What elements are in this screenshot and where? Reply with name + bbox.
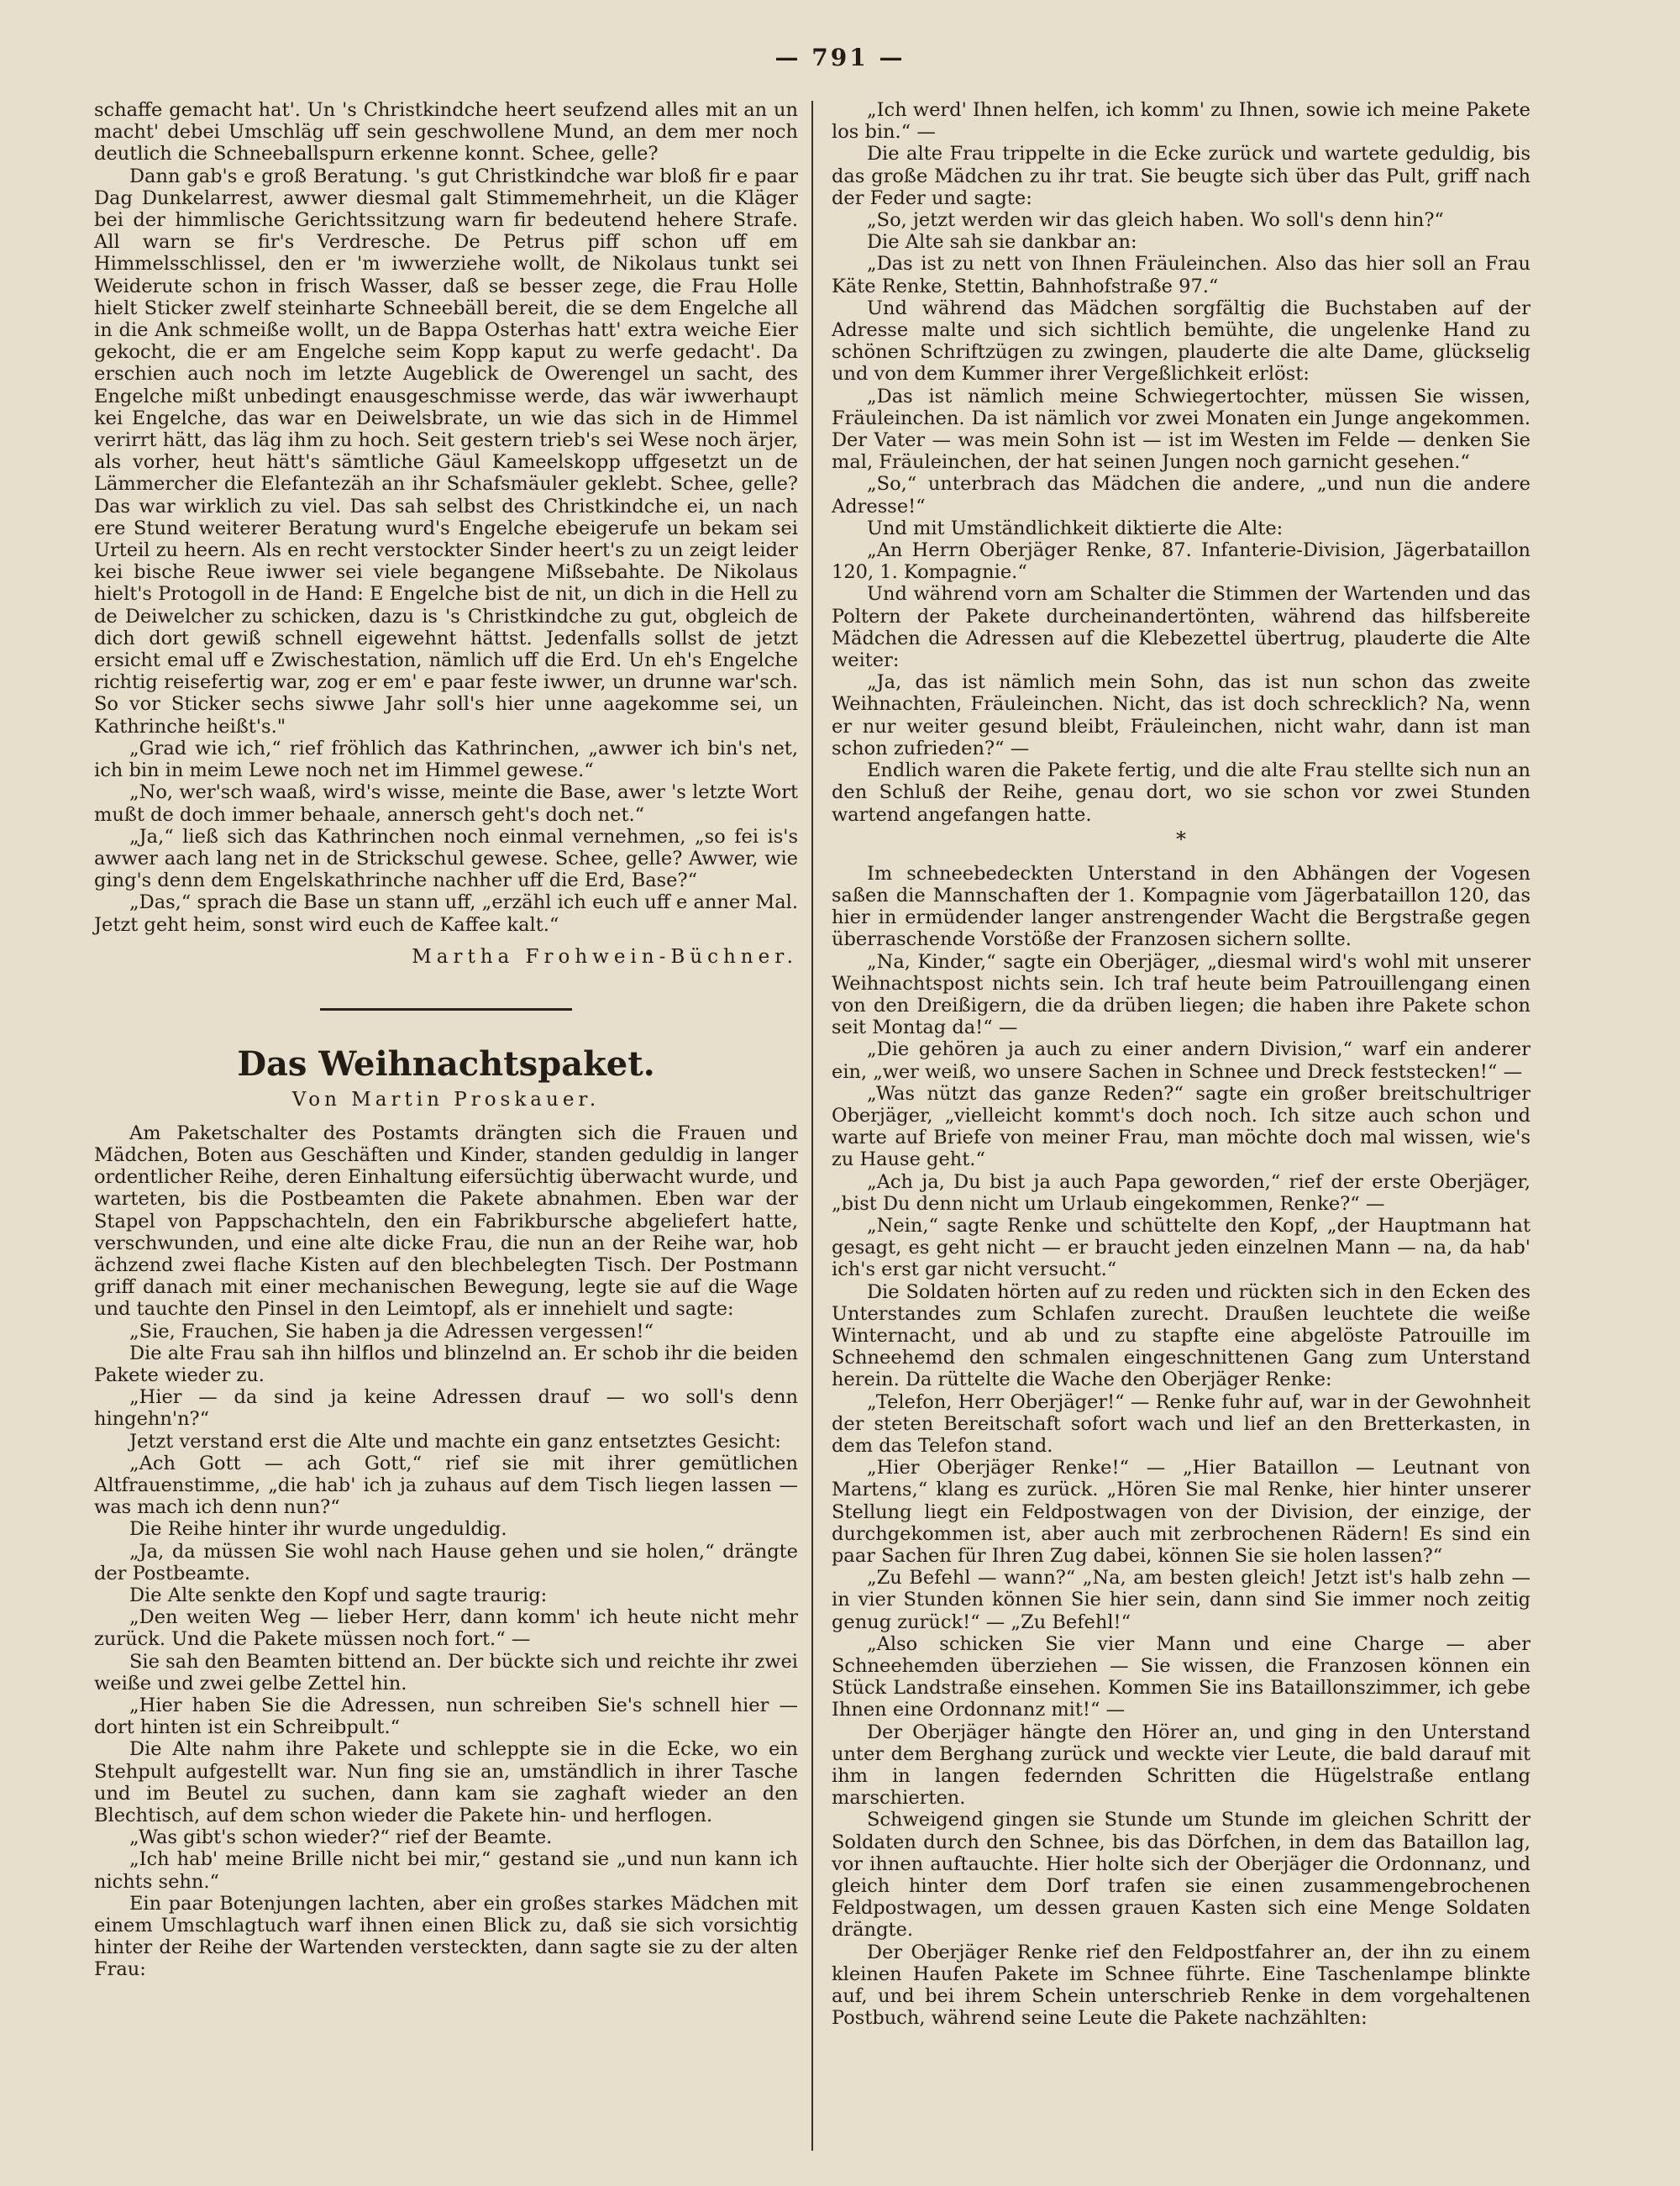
right-paragraph-11: Und während vorn am Schalter die Stimmen der Wartenden und das Poltern der Pakete durcheinandertönten, während das hilfsbereite Mädchen die Adressen auf die Klebezettel übertrug, plauderte die Alte weiter:	[832, 583, 1530, 672]
right-paragraph-6: Und während das Mädchen sorgfältig die Buchstaben auf der Adresse malte und sich sichtlich bemühte, die ungelenke Hand zu schönen Schriftzügen zu zwingen, plauderte die alte Dame, glückselig und von dem Kummer ihrer Vergeßlichkeit erlöst:	[832, 297, 1530, 386]
right-paragraph-23: „Zu Befehl — wann?“ „Na, am besten gleich! Jetzt ist's halb zehn — in vier Stunden können Sie hier sein, dann sind Sie immer noch zeitig genug zurück!“ — „Zu Befehl!“	[832, 1567, 1530, 1633]
story-paragraph-5: Jetzt verstand erst die Alte und machte ein ganz entsetztes Gesicht:	[129, 1430, 781, 1453]
story-paragraph-9: Die Alte senkte den Kopf und sagte traurig:	[129, 1584, 548, 1606]
story-paragraph-1: Am Paketschalter des Postamts drängten sich die Frauen und Mädchen, Boten aus Geschäften und Kinder, standen geduldig in langer ordentlicher Reihe, deren Einhaltung eifersüchtig überwacht wurde, und warteten, bis die Postbeamten die Pakete abnahmen. Eben war der Stapel von Pappschachteln, den ein Fabrikbursche abgeliefert hatte, verschwunden, und eine alte dicke Frau, die nun an der Reihe war, hob ächzend zwei flache Kisten auf den blechbelegten Tisch. Der Postmann griff danach mit einer mechanischen Bewegung, legte sie auf die Wage und tauchte den Pinsel in den Leimtopf, als er innehielt und sagte:	[94, 1122, 798, 1321]
left-paragraph-4: „No, wer'sch waaß, wird's wisse, meinte die Base, awer 's letzte Wort mußt de doch immer behaale, annersch geht's doch net.“	[94, 781, 798, 826]
story-paragraph-8: „Ja, da müssen Sie wohl nach Hause gehen und sie holen,“ drängte der Postbeamte.	[94, 1540, 798, 1584]
right-paragraph-7: „Das ist nämlich meine Schwiegertochter, müssen Sie wissen, Fräuleinchen. Da ist nämlich vor zwei Monaten ein Junge angekommen. Der Vater — was mein Sohn ist — ist im Westen im Felde — denken Sie mal, Fräuleinchen, der hat seinen Jungen noch garnicht gesehen.“	[832, 385, 1530, 474]
right-paragraph-2: Die alte Frau trippelte in die Ecke zurück und wartete geduldig, bis das große Mädchen zu ihr trat. Sie beugte sich über das Pult, griff nach der Feder und sagte:	[832, 143, 1530, 209]
right-paragraph-12: „Ja, das ist nämlich mein Sohn, das ist nun schon das zweite Weihnachten, Fräuleinchen. Nicht, das ist doch schrecklich? Na, wenn er nur weiter gesund bleibt, Fräuleinchen, nicht wahr, dann ist man schon zufrieden?“ —	[832, 671, 1530, 759]
right-paragraph-5: „Das ist zu nett von Ihnen Fräuleinchen. Also das hier soll an Frau Käte Renke, Stettin, Bahnhofstraße 97.“	[832, 253, 1530, 297]
right-paragraph-4: Die Alte sah sie dankbar an:	[867, 231, 1137, 254]
right-column	[832, 99, 1530, 2029]
left-column	[94, 99, 798, 1981]
story-paragraph-11: Sie sah den Beamten bittend an. Der bückte sich und reichte ihr zwei weiße und zwei gelbe Zettel hin.	[94, 1650, 798, 1695]
story-paragraph-15: „Ich hab' meine Brille nicht bei mir,“ gestand sie „und nun kann ich nichts sehn.“	[94, 1848, 798, 1893]
right-paragraph-22: „Hier Oberjäger Renke!“ — „Hier Bataillon — Leutnant von Martens,“ klang es zurück. „Hören Sie mal Renke, hier hinter unserer Stellung liegt ein Feldpostwagen von der Division, der einzige, der durchgekommen ist, aber auch mit zerbrochenen Rädern! Es sind ein paar Sachen für Ihren Zug dabei, können Sie sie holen lassen?“	[832, 1457, 1530, 1567]
right-paragraph-15: „Na, Kinder,“ sagte ein Oberjäger, „diesmal wird's wohl mit unserer Weihnachtspost nichts sein. Ich traf heute beim Patrouillengang einen von den Dreißigern, die da drüben liegen; die haben ihre Pakete schon seit Montag da!“ —	[832, 950, 1530, 1039]
story-paragraph-10: „Den weiten Weg — lieber Herr, dann komm' ich heute nicht mehr zurück. Und die Pakete müssen noch fort.“ —	[94, 1606, 798, 1651]
story-paragraph-13: Die Alte nahm ihre Pakete und schleppte sie in die Ecke, wo ein Stehpult aufgestellt war. Nun fing sie an, umständlich in ihrer Tasche und im Beutel zu suchen, dann kam sie zaghaft wieder an den Blechtisch, auf dem schon wieder die Pakete hin- und herflogen.	[94, 1738, 798, 1827]
right-paragraph-18: „Ach ja, Du bist ja auch Papa geworden,“ rief der erste Oberjäger, „bist Du denn nicht um Urlaub eingekommen, Renke?“ —	[832, 1170, 1530, 1215]
right-paragraph-13: Endlich waren die Pakete fertig, und die alte Frau stellte sich nun an den Schluß der Reihe, genau dort, wo sie schon vor zwei Stunden wartend angefangen hatte.	[832, 759, 1530, 826]
story-byline: Von Martin Proskauer.	[291, 1088, 601, 1111]
right-paragraph-8: „So,“ unterbrach das Mädchen die andere, „und nun die andere Adresse!“	[832, 473, 1530, 518]
right-paragraph-21: „Telefon, Herr Oberjäger!“ — Renke fuhr auf, war in der Gewohnheit der steten Bereitschaft sofort wach und lief an den Bretterkasten, in dem das Telefon stand.	[832, 1390, 1530, 1457]
right-paragraph-16: „Die gehören ja auch zu einer andern Division,“ warf ein anderer ein, „wer weiß, wo unsere Sachen in Schnee und Dreck feststecken!“ —	[832, 1038, 1530, 1083]
story-paragraph-16: Ein paar Botenjungen lachten, aber ein großes starkes Mädchen mit einem Umschlagtuch warf ihnen einen Blick zu, daß sie sich vorsichtig hinter der Reihe der Wartenden versteckten, dann sagte sie zu der alten Frau:	[94, 1892, 798, 1981]
right-paragraph-27: Der Oberjäger Renke rief den Feldpostfahrer an, der ihn zu einem kleinen Haufen Pakete im Schnee führte. Eine Taschenlampe blinkte auf, und bei ihrem Schein unterschrieb Renke in dem vorgehaltenen Postbuch, während seine Leute die Pakete nachzählten:	[832, 1941, 1530, 2030]
left-paragraph-1: schaffe gemacht hat'. Un 's Christkindche heert seufzend alles mit an un macht' debei Umschläg uff sein geschwollene Mund, an dem mer noch deutlich die Schneeballspurn erkenne konnt. Schee, gelle?	[94, 99, 798, 166]
story-paragraph-4: „Hier — da sind ja keine Adressen drauf — wo soll's denn hingehn'n?“	[94, 1386, 798, 1431]
story-paragraph-3: Die alte Frau sah ihn hilflos und blinzelnd an. Er schob ihr die beiden Pakete wieder zu.	[94, 1342, 798, 1386]
right-paragraph-9: Und mit Umständlichkeit diktierte die Alte:	[867, 517, 1284, 539]
story-paragraph-2: „Sie, Frauchen, Sie haben ja die Adressen vergessen!“	[129, 1320, 654, 1343]
right-paragraph-25: Der Oberjäger hängte den Hörer an, und ging in den Unterstand unter dem Berghang zurück und weckte vier Leute, die bald darauf mit ihm in langen federnden Schritten die Hügelstraße entlang marschierten.	[832, 1721, 1530, 1810]
story-paragraph-14: „Was gibt's schon wieder?“ rief der Beamte.	[129, 1826, 553, 1849]
story-title: Das Weihnachtspaket.	[237, 1043, 655, 1084]
section-star: *	[1176, 827, 1186, 851]
right-paragraph-17: „Was nützt das ganze Reden?“ sagte ein großer breitschultriger Oberjäger, „vielleicht kommt's doch noch. Ich sitze auch schon und warte auf Briefe von meiner Frau, man möchte doch mal wissen, wie's zu Hause geht.“	[832, 1082, 1530, 1171]
story-paragraph-12: „Hier haben Sie die Adressen, nun schreiben Sie's schnell hier — dort hinten ist ein Schreibpult.“	[94, 1695, 798, 1739]
right-paragraph-1: „Ich werd' Ihnen helfen, ich komm' zu Ihnen, sowie ich meine Pakete los bin.“ —	[832, 99, 1530, 144]
right-paragraph-19: „Nein,“ sagte Renke und schüttelte den Kopf, „der Hauptmann hat gesagt, es geht nicht — er braucht jeden einzelnen Mann — na, da hab' ich's erst gar nicht versucht.“	[832, 1214, 1530, 1281]
story-paragraph-7: Die Reihe hinter ihr wurde ungeduldig.	[129, 1518, 507, 1541]
column-rule	[811, 101, 813, 2151]
right-paragraph-24: „Also schicken Sie vier Mann und eine Charge — aber Schneehemden überziehen — Sie wissen, die Franzosen können ein Stück Landstraße einsehen. Kommen Sie ins Bataillonszimmer, ich gebe Ihnen eine Ordonnanz mit!“ —	[832, 1632, 1530, 1721]
right-paragraph-20: Die Soldaten hörten auf zu reden und rückten sich in den Ecken des Unterstandes zum Schlafen zurecht. Draußen leuchtete die weiße Winternacht, und ab und zu stapfte eine abgelöste Patrouille im Schneehemd den schmalen eingeschnittenen Gang zum Unterstand herein. Da rüttelte die Wache den Oberjäger Renke:	[832, 1280, 1530, 1391]
right-paragraph-3: „So, jetzt werden wir das gleich haben. Wo soll's denn hin?“	[867, 209, 1444, 232]
right-paragraph-10: „An Herrn Oberjäger Renke, 87. Infanterie-Division, Jägerbataillon 120, 1. Kompagnie.“	[832, 539, 1530, 584]
page-number: — 791 —	[774, 44, 906, 71]
left-paragraph-2: Dann gab's e groß Beratung. 's gut Christkindche war bloß fir e paar Dag Dunkelarrest, awwer diesmal galt Stimmemehrheit, un die Kläger bei der himmlische Gerichtssitzung warn fir bedeutend hehere Strafe. All warn se fir's Verdresche. De Petrus piff schon uff em Himmelsschlissel, den er 'm iwwerziehe wollt, de Nikolaus tunkt sei Weiderute schon in frisch Wasser, daß se besser zege, die Frau Holle hielt Sticker zwelf steinharte Schneebäll bereit, die se dem Engelche all in die Ank schmeiße wollt, un de Bappa Osterhas hatt' extra weiche Eier gekocht, die er am Engelche seim Kopp kaput zu werfe gedacht'. Da erschien auch noch im letzte Augeblick de Owerengel un sacht, des Engelche mißt unbedingt enausgeschmisse werde, das wär iwwerhaupt kei Engelche, das war en Deiwelsbrate, un wie das sich in de Himmel verirrt hätt, das läg ihm zu hoch. Seit gestern trieb's sei Wese noch ärjer, als vorher, heut hätt's sämtliche Gäul Kameelskopp uffgesetzt un de Lämmercher die Elefantezäh an ihr Schafsmäuler geklebt. Schee, gelle? Das war wirklich zu viel. Das sah selbst des Christkindche ei, un nach ere Stund weiterer Beratung wurd's Engelche ebeigerufe un bekam sei Urteil zu heern. Als en recht verstockter Sinder heert's zu un zeigt leider kei bische Reue iwwer sei viele begangene Mißsebahte. De Nikolaus hielt's Protogoll in de Hand: E Engelche bist de nit, un dich in die Hell zu de Deiwelcher zu schicken, dazu is 's Christkindche zu gut, obgleich de dich dort gewiß schnell eigewehnt hättst. Jedenfalls sollst de jetzt ersicht emal uff e Zwischestation, nämlich uff die Erd. Un eh's Engelche richtig reisefertig war, zog er em' e paar feste iwwer, un drunne war'sch. So vor Sticker sechs siwwe Jahr soll's hier unne aagekomme sei, un Kathrinche heißt's."	[94, 165, 798, 738]
left-paragraph-3: „Grad wie ich,“ rief fröhlich das Kathrinchen, „awwer ich bin's net, ich bin in meim Lewe noch net im Himmel gewese.“	[94, 737, 798, 782]
section-divider	[320, 1008, 572, 1011]
left-paragraph-5: „Ja,“ ließ sich das Kathrinchen noch einmal vernehmen, „so fei is's awwer aach lang net in de Strickschul gewese. Schee, gelle? Awwer, wie ging's denn dem Engelskathrinche nachher uff die Erd, Base?“	[94, 825, 798, 892]
story-paragraph-6: „Ach Gott — ach Gott,“ rief sie mit ihrer gemütlichen Altfrauenstimme, „die hab' ich ja zuhaus auf dem Tisch liegen lassen — was mach ich denn nun?“	[94, 1452, 798, 1519]
right-paragraph-26: Schweigend gingen sie Stunde um Stunde im gleichen Schritt der Soldaten durch den Schnee, bis das Dörfchen, in dem das Bataillon lag, vor ihnen auftauchte. Hier holte sich der Oberjäger die Ordonnanz, und gleich hinter dem Dorf trafen sie einen zusammengebrochenen Feldpostwagen, um dessen grauen Kasten sich eine Menge Soldaten drängte.	[832, 1809, 1530, 1942]
author-signature: Martha Frohwein-Büchner.	[412, 945, 798, 968]
right-paragraph-14: Im schneebedeckten Unterstand in den Abhängen der Vogesen saßen die Mannschaften der 1. Kompagnie vom Jägerbataillon 120, das hier in ermüdender langer anstrengender Wacht die Bergstraße gegen überraschende Vorstöße der Franzosen sichern sollte.	[832, 862, 1530, 951]
left-paragraph-6: „Das,“ sprach die Base un stann uff, „erzähl ich euch uff e anner Mal. Jetzt geht heim, sonst wird euch de Kaffee kalt.“	[94, 891, 798, 936]
